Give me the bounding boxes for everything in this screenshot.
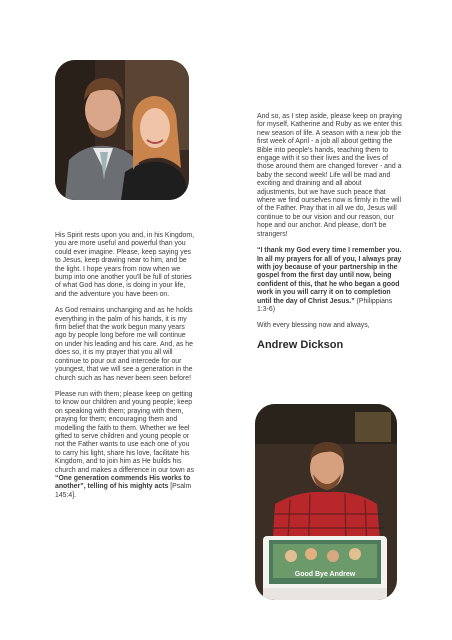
couple-photo xyxy=(55,60,189,200)
cake-text: Good Bye Andrew xyxy=(294,571,356,578)
right-text-column xyxy=(257,113,402,360)
left-text-column xyxy=(55,232,195,508)
signature: Andrew Dickson xyxy=(257,338,344,351)
left-paragraph-3-text: Please run with them; please keep on getting to know our children and young people; keep on speaking with them; praying with them, praying for them; encouraging them and modelling the faith to them. Whether we feel gifted to serve children and young people or not the Father wants to use each one of you to carry his light, share his love, facilitate his Kingdom, and to join him as He builds his church and makes a difference in our town as xyxy=(55,390,194,474)
right-paragraph-1: And so, as I step aside, please keep on praying for myself, Katherine and Ruby as we enter this new season of life. A season with a new job the first week of April - a job all about getting the Bible into people's hands, teaching them to engage with it so their lives and the lives of those around them are changed forever - and a baby the second week! Life will be mad and exciting and draining and all about adjustments, but we have such peace that where we find ourselves now is firmly in the will of the Father. Pray that in all we do, Jesus will continue to be our vision and our reason, our hope and our anchor. And please, don't be strangers! xyxy=(257,113,402,238)
philippians-quote: “I thank my God every time I remember you. In all my prayers for all of you, I always pray with joy because of your partnership in the gospel from the first day until now, being confident of this, that he who began a good work in you will carry it on to completion until the day of Christ Jesus.” xyxy=(257,247,402,305)
philippians-reference: (Philippians 1:3-6) xyxy=(257,297,393,313)
left-paragraph-2: As God remains unchanging and as he holds everything in the palm of his hands, it is my firm belief that the work begun many years ago by people long before me will continue on under his leading and his care. And, as he does so, it is my prayer that you all will continue to pour out and intercede for our youngest, that we will see a generation in the church such as has never been seen before! xyxy=(55,307,193,382)
left-paragraph-3 xyxy=(55,391,195,500)
left-paragraph-1: His Spirit rests upon you and, in his Kingdom, you are more useful and powerful than you could ever imagine. Please, keep saying yes to Jesus, keep drawing near to him, and be the light. I hope years from now when we bump into one another you'll be full of stories of what God has done, is doing in your life, and the adventure you have been on. xyxy=(55,232,195,298)
psalm-reference: [Psalm 145:4]. xyxy=(55,483,192,499)
psalm-quote: “One generation commends His works to another”, telling of his mighty acts xyxy=(55,474,191,491)
philippians-quote-paragraph xyxy=(257,247,402,314)
closing-line: With every blessing now and always, xyxy=(257,322,370,330)
cake-photo xyxy=(255,404,397,600)
